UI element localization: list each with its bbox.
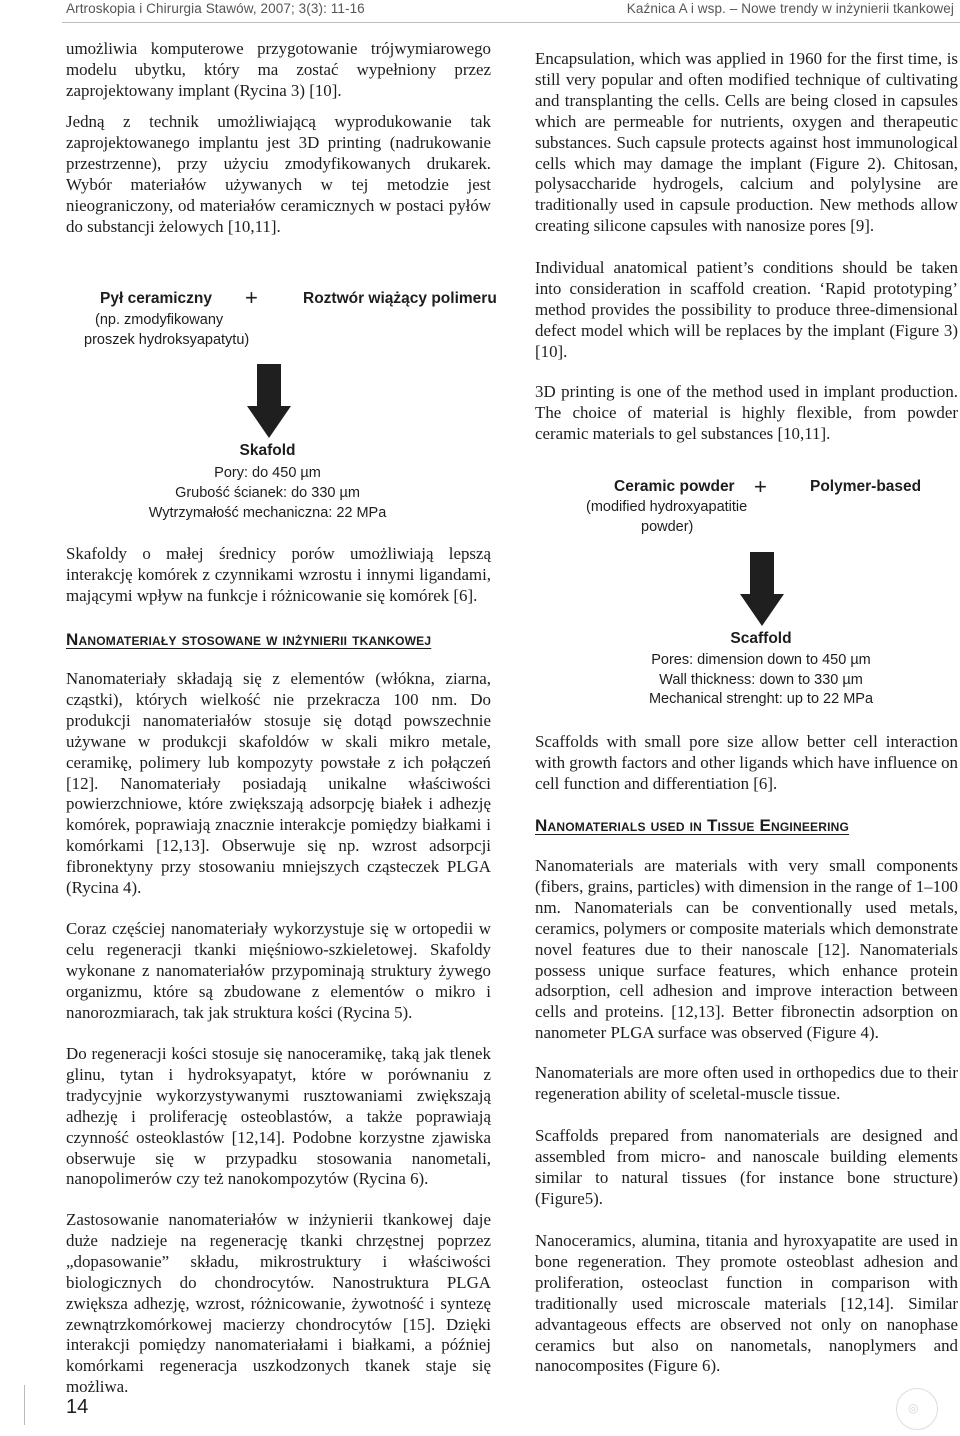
right-diagram-result-line2: Wall thickness: down to 330 µm	[659, 672, 863, 688]
left-paragraph-2: Jedną z technik umożliwiającą wyprodukowanie tak zaprojektowanego implantu jest 3D printing (nadrukowanie przestrzenne), przy użyciu zmodyfikowanych drukarek. Wybór materiałów używanych w tej metodzie jest nieograniczony, od materiałów ceramicznych w postaci pyłów do substancji żelowych [10,11].	[66, 112, 491, 236]
right-paragraph-1: Encapsulation, which was applied in 1960 for the first time, is still very popular and often modified technique of cultivating and transplanting the cells. Cells are being closed in capsules which are permeable for nutrients, oxygen and therapeutic substances. Such capsule protects against host immunological cells which may damage the implant (Figure 2). Chitosan, polysaccharide hydrogels, calcium and polylysine are traditionally used in capsule production. New methods allow creating silicone capsules with nanosize pores [9].	[535, 49, 958, 236]
left-paragraph-7: Zastosowanie nanomateriałów w inżynierii tkankowej daje duże nadzieje na regenerację tkanki chrzęstnej poprzez „dopasowanie” składu, mikrostruktury i właściwości biologicznych do chondrocytów. Nanostruktura PLGA zwiększa adhezję, wzrost, różnicowanie, żywotność i syntezę zewnątrzkomórkowej macierzy chondrocytów [15]. Dzięki interakcji pomiędzy nanomateriałami i białkami, a później komórkami regeneracja uszkodzonych tkanek staje się możliwa.	[66, 1210, 491, 1397]
left-paragraph-3: Skafoldy o małej średnicy porów umożliwiają lepszą interakcję komórek z czynnikami wzrostu i innymi ligandami, mającymi wpływ na funkcje i różnicowanie się komórek [6].	[66, 544, 491, 605]
right-paragraph-2: Individual anatomical patient’s conditions should be taken into consideration in scaffold creation. ‘Rapid prototyping’ method provides the possibility to produce three-dimensional defect model which will be replaces by the implant (Figure 3) [10].	[535, 258, 958, 361]
left-diagram-result-title: Skafold	[239, 442, 296, 459]
right-paragraph-4: Scaffolds with small pore size allow better cell interaction with growth factors and other ligands which have influence on cell function and differentiation [6].	[535, 732, 958, 793]
publisher-watermark-icon: ◎	[896, 1388, 938, 1430]
running-header-title: Kaźnica A i wsp. – Nowe trendy w inżynierii tkankowej	[626, 1, 954, 16]
right-section-title: Nanomaterials used in Tissue Engineering	[535, 816, 850, 835]
page-number: 14	[66, 1396, 89, 1418]
left-diagram-input2-title: Roztwór wiążący polimeru	[303, 290, 497, 307]
right-diagram-input2-title: Polymer-based	[810, 478, 922, 495]
left-diagram-result-line1: Pory: do 450 µm	[214, 465, 321, 481]
left-paragraph-1: umożliwia komputerowe przygotowanie trójwymiarowego modelu ubytku, który ma zostać wypełniony przez zaprojektowany implant (Rycina 3) [10].	[66, 39, 491, 100]
left-diagram-input1-line2: (np. zmodyfikowany	[95, 312, 224, 328]
left-diagram-result-line2: Grubość ścianek: do 330 µm	[175, 485, 360, 501]
right-diagram-result-line1: Pores: dimension down to 450 µm	[651, 652, 871, 668]
right-diagram-down-arrow-icon	[740, 552, 784, 626]
left-paragraph-5: Coraz częściej nanomateriały wykorzystuje się w ortopedii w celu regeneracji tkanki mięśniowo-szkieletowej. Skafoldy wykonane z nanomateriałów przypominają struktury żywego organizmu, które są zbudowane z elementów o mikro i nanorozmiarach, tak jak struktura kości (Rycina 5).	[66, 919, 491, 1022]
right-paragraph-7: Scaffolds prepared from nanomaterials are designed and assembled from micro- and nanoscale building elements similar to natural tissues (for instance bone structure) (Figure5).	[535, 1126, 958, 1208]
right-paragraph-6: Nanomaterials are more often used in orthopedics due to their regeneration ability of sceletal-muscle tissue.	[535, 1063, 958, 1103]
right-paragraph-5: Nanomaterials are materials with very small components (fibers, grains, particles) with dimension in the range of 1–100 nm. Nanomaterials can be conventionally used metals, ceramics, polymers or composite materials which demonstrate novel features due to their nanoscale [12]. Nanomaterials possess unique surface features, which enhance protein adsorption, cell adhesion and improve interaction between cells and proteins. [12,13]. Better fibronectin adsorption on nanometer PLGA surface was observed (Figure 4).	[535, 856, 958, 1043]
left-diagram-input1-line3: proszek hydroksyapatytu)	[84, 332, 250, 348]
right-diagram-result-title: Scaffold	[730, 630, 792, 647]
left-paragraph-6: Do regeneracji kości stosuje się nanoceramikę, taką jak tlenek glinu, tytan i hydroksyapatyt, które w porównaniu z tradycyjnie wykorzystywanymi rusztowaniami zwiększają adhezję i proliferację osteoblastów, a także poprawiają czynność osteoklastów [12,14]. Podobne korzystne zjawiska obserwuje się w przypadku stosowania nanometali, nanopolimerów czy też nanokompozytów (Rycina 6).	[66, 1044, 491, 1189]
running-header-journal: Artroskopia i Chirurgia Stawów, 2007; 3(3): 11-16	[66, 1, 365, 16]
left-section-title: Nanomateriały stosowane w inżynierii tkankowej	[66, 630, 432, 649]
right-diagram-plus: +	[754, 474, 767, 499]
left-diagram-plus: +	[245, 285, 258, 310]
left-diagram-input1-title: Pył ceramiczny	[100, 290, 213, 307]
right-paragraph-8: Nanoceramics, alumina, titania and hyroxyapatite are used in bone regeneration. They promote osteoblast adhesion and proliferation, osteoclast function in comparison with traditionally used microscale materials [12,14]. Similar advantageous effects are observed not only on nanophase ceramics but also on nanometals, nanoplymers and nanocomposites (Figure 6).	[535, 1231, 958, 1376]
left-diagram-down-arrow-icon	[247, 364, 291, 438]
right-diagram-result-line3: Mechanical strenght: up to 22 MPa	[648, 691, 874, 707]
right-diagram-input1-line2: (modified hydroxyapatitie	[586, 499, 748, 515]
right-diagram-input1-line3: powder)	[641, 519, 694, 535]
margin-line	[24, 1385, 25, 1425]
right-paragraph-3: 3D printing is one of the method used in implant production. The choice of material is highly flexible, from powder ceramic materials to gel substances [10,11].	[535, 382, 958, 443]
right-diagram-input1-title: Ceramic powder	[614, 478, 735, 495]
left-diagram-result-line3: Wytrzymałość mechaniczna: 22 MPa	[148, 505, 387, 521]
left-paragraph-4: Nanomateriały składają się z elementów (włókna, ziarna, cząstki), których wielkość nie przekracza 100 nm. Do produkcji nanomateriałów stosuje się dotąd powszechnie używane w produkcji skafoldów w skali mikro metale, ceramikę, polimery lub kompozyty powstałe z ich połączeń [12]. Nanomateriały posiadają unikalne właściwości powierzchniowe, które zwiększają adsorpcję białek i adhezję komórek, poprawiają znacznie interakcje pomiędzy białkami i komórkami [12,13]. Obserwuje się np. wzrost adsorpcji fibronektyny przy stosowaniu mniejszych cząsteczek PLGA (Rycina 4).	[66, 669, 491, 898]
header-divider	[62, 22, 960, 23]
